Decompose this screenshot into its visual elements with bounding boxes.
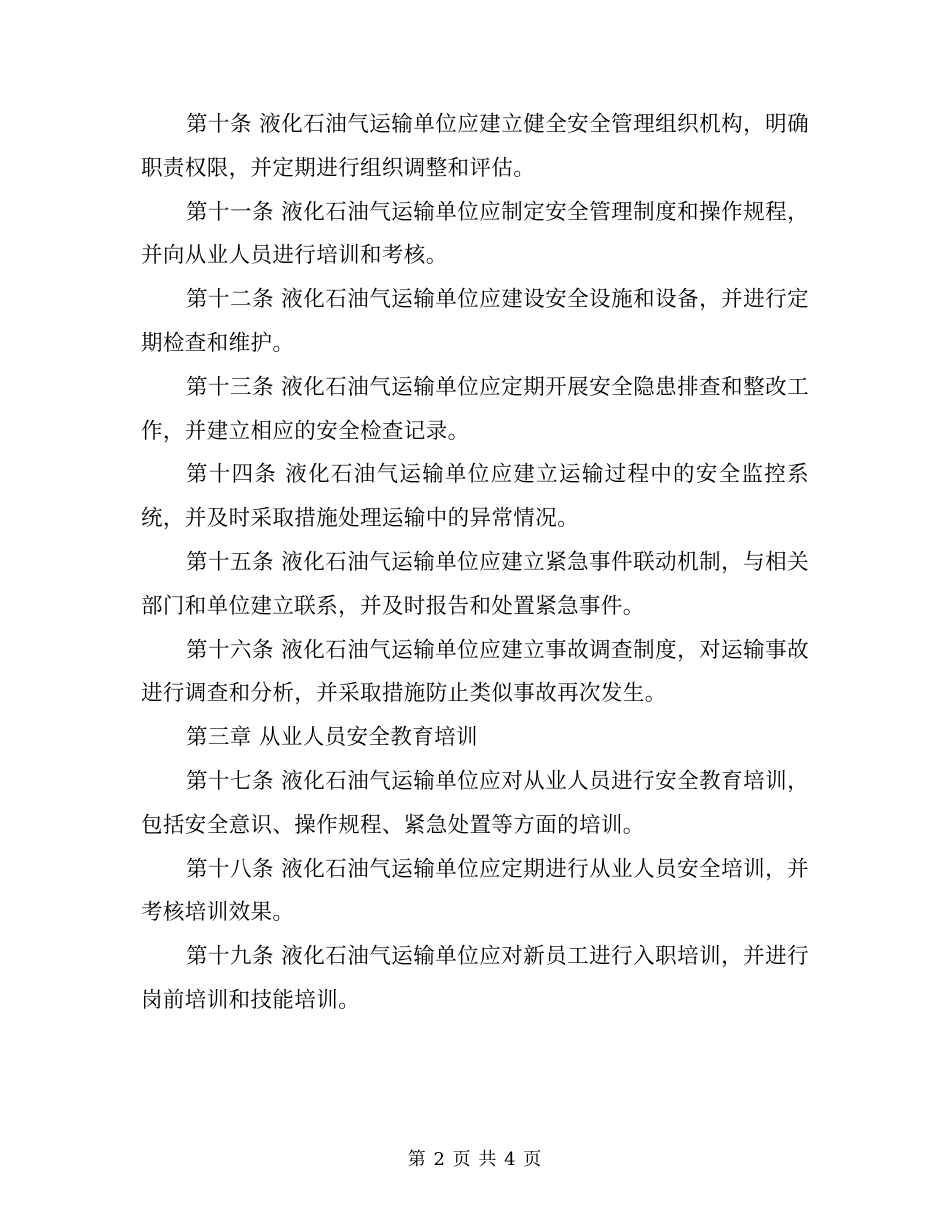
article-15-paragraph: 第十五条 液化石油气运输单位应建立紧急事件联动机制，与相关部门和单位建立联系，并及时报告和处置紧急事件。 (141, 549, 809, 619)
article-11-paragraph: 第十一条 液化石油气运输单位应制定安全管理制度和操作规程，并向从业人员进行培训和考核。 (141, 199, 809, 269)
article-10-paragraph: 第十条 液化石油气运输单位应建立健全安全管理组织机构，明确职责权限，并定期进行组织调整和评估。 (141, 112, 809, 181)
article-16-paragraph: 第十六条 液化石油气运输单位应建立事故调查制度，对运输事故进行调查和分析，并采取措施防止类似事故再次发生。 (141, 637, 809, 707)
article-19-paragraph: 第十九条 液化石油气运输单位应对新员工进行入职培训，并进行岗前培训和技能培训。 (141, 944, 809, 1013)
article-14-paragraph: 第十四条 液化石油气运输单位应建立运输过程中的安全监控系统，并及时采取措施处理运输中的异常情况。 (141, 462, 809, 532)
page-number-footer: 第 2 页 共 4 页 (407, 1149, 543, 1170)
article-13-paragraph: 第十三条 液化石油气运输单位应定期开展安全隐患排查和整改工作，并建立相应的安全检查记录。 (141, 374, 809, 444)
article-17-paragraph: 第十七条 液化石油气运输单位应对从业人员进行安全教育培训，包括安全意识、操作规程、紧急处置等方面的培训。 (141, 768, 809, 838)
article-12-paragraph: 第十二条 液化石油气运输单位应建设安全设施和设备，并进行定期检查和维护。 (141, 287, 809, 356)
document-body (141, 103, 809, 1023)
article-18-paragraph: 第十八条 液化石油气运输单位应定期进行从业人员安全培训，并考核培训效果。 (141, 856, 809, 926)
chapter-3-heading: 第三章 从业人员安全教育培训 (186, 725, 478, 751)
